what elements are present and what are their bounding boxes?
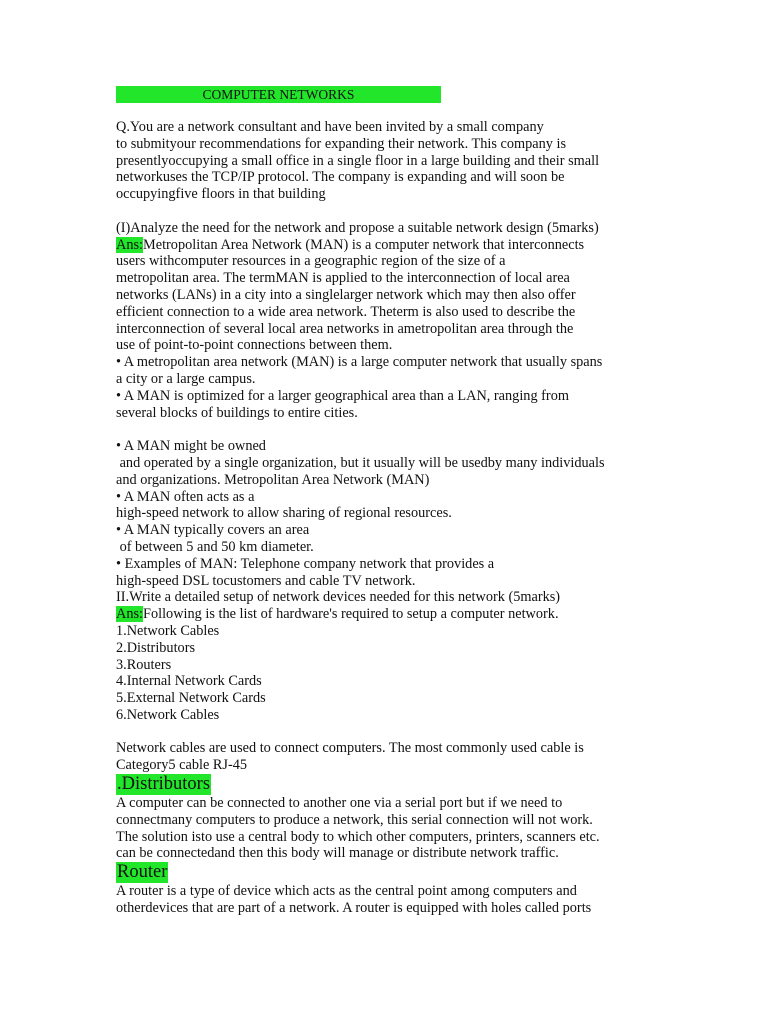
answer-label: Ans: — [116, 606, 144, 623]
router-section — [116, 862, 656, 917]
text-line: occupyingfive floors in that building — [116, 186, 326, 203]
list-item: 3.Routers — [116, 656, 172, 673]
part1-section — [116, 220, 656, 422]
text-line: Q.You are a network consultant and have been invited by a small company — [116, 119, 544, 135]
bullet-line: • A MAN often acts as a — [116, 488, 255, 505]
part2-question: II.Write a detailed setup of network devices needed for this network (5marks) — [116, 589, 561, 606]
document-content — [116, 86, 656, 917]
text-line: efficient connection to a wide area network. Theterm is also used to describe the — [116, 303, 576, 320]
spacer — [116, 724, 656, 741]
distributors-heading: .Distributors — [117, 774, 211, 795]
list-item: 4.Internal Network Cards — [116, 673, 262, 690]
document-title: COMPUTER NETWORKS — [116, 86, 441, 103]
text-line: • A metropolitan area network (MAN) is a large computer network that usually spans — [116, 354, 603, 371]
text-line: A computer can be connected to another one via a serial port but if we need to — [116, 795, 563, 812]
router-heading: Router — [117, 862, 168, 883]
part1-answer-first-line — [116, 237, 656, 254]
text-line: interconnection of several local area networks in ametropolitan area through the — [116, 320, 574, 337]
spacer — [116, 421, 656, 438]
bullet-line: high-speed network to allow sharing of regional resources. — [116, 505, 452, 522]
text-line: presentlyoccupying a small office in a single floor in a large building and their small — [116, 152, 600, 169]
bullet-line: of between 5 and 50 km diameter. — [116, 538, 314, 555]
answer-text: Following is the list of hardware's required to setup a computer network. — [143, 606, 559, 623]
text-line: users withcomputer resources in a geographic region of the size of a — [116, 253, 506, 270]
text-line: to submityour recommendations for expanding their network. This company is — [116, 135, 567, 152]
answer-text: Metropolitan Area Network (MAN) is a computer network that interconnects — [143, 236, 585, 253]
part2-answer-first-line — [116, 606, 656, 623]
bullet-line: and organizations. Metropolitan Area Network (MAN) — [116, 471, 430, 488]
bullet-line: • A MAN might be owned — [116, 438, 266, 455]
text-line: Network cables are used to connect computers. The most commonly used cable is — [116, 740, 584, 757]
answer-label: Ans: — [116, 236, 144, 253]
question-paragraph — [116, 119, 656, 203]
cables-paragraph — [116, 740, 656, 774]
list-item: 6.Network Cables — [116, 706, 220, 723]
text-line: A router is a type of device which acts as the central point among computers and — [116, 883, 577, 900]
text-line: • A MAN is optimized for a larger geographical area than a LAN, ranging from — [116, 387, 569, 404]
bullet-line: • A MAN typically covers an area — [116, 522, 310, 539]
list-item: 5.External Network Cards — [116, 690, 266, 707]
text-line: use of point-to-point connections between them. — [116, 337, 393, 354]
text-line: connectmany computers to produce a network, this serial connection will not work. — [116, 811, 593, 828]
bullet-line: • Examples of MAN: Telephone company network that provides a — [116, 555, 495, 572]
text-line: otherdevices that are part of a network. A router is equipped with holes called ports — [116, 900, 592, 917]
text-line: several blocks of buildings to entire cities. — [116, 404, 358, 421]
text-line: can be connectedand then this body will manage or distribute network traffic. — [116, 845, 559, 862]
spacer — [116, 203, 656, 220]
bullet-line: and operated by a single organization, but it usually will be usedby many individuals — [116, 454, 605, 471]
text-line: The solution isto use a central body to which other computers, printers, scanners etc. — [116, 828, 600, 845]
part1-question: (I)Analyze the need for the network and propose a suitable network design (5marks) — [116, 219, 599, 236]
part1-bullets — [116, 438, 656, 589]
text-line: a city or a large campus. — [116, 370, 256, 387]
distributors-section — [116, 774, 656, 862]
text-line: Category5 cable RJ-45 — [116, 757, 248, 774]
text-line: networkuses the TCP/IP protocol. The company is expanding and will soon be — [116, 169, 565, 186]
bullet-line: high-speed DSL tocustomers and cable TV network. — [116, 572, 416, 589]
text-line: networks (LANs) in a city into a singlelarger network which may then also offer — [116, 286, 576, 303]
text-line: metropolitan area. The termMAN is applied to the interconnection of local area — [116, 270, 570, 287]
part2-section — [116, 589, 656, 723]
list-item: 2.Distributors — [116, 639, 196, 656]
list-item: 1.Network Cables — [116, 622, 220, 639]
